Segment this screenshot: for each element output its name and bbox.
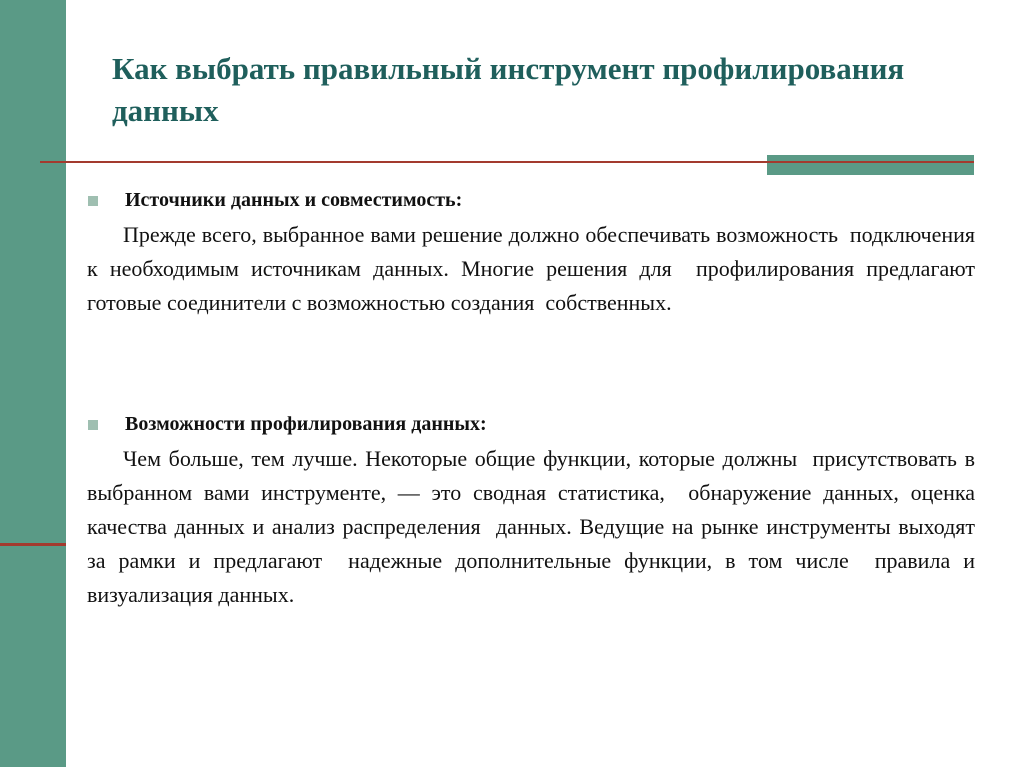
title-accent-box	[767, 155, 974, 175]
left-sidebar-decoration	[0, 0, 66, 767]
section-heading: Источники данных и совместимость:	[125, 189, 463, 211]
section-data-sources	[87, 186, 981, 320]
section-body-text: Чем больше, тем лучше. Некоторые общие функции, которые должны присутствовать в выбранном вами инструменте, — это сводная статистика, обнаружение данных, оценка качества данных и анализ распределения данных. Ведущие на рынке инструменты выходят за рамки и предлагают надежные дополнительные функции, в том числе правила и визуализация данных.	[87, 446, 981, 607]
slide-title: Как выбрать правильный инструмент профилирования данных	[112, 51, 905, 128]
title-accent-rule	[767, 161, 974, 163]
square-bullet-icon	[88, 420, 98, 430]
section-heading-row	[87, 410, 975, 438]
section-profiling-capabilities	[87, 410, 981, 612]
square-bullet-icon	[88, 196, 98, 206]
section-body-text: Прежде всего, выбранное вами решение должно обеспечивать возможность подключения к необходимым источникам данных. Многие решения для профилирования предлагают готовые соединители с возможностью создания собственных.	[87, 222, 981, 315]
section-heading-row	[87, 186, 975, 214]
sidebar-accent-line	[0, 543, 66, 546]
section-heading: Возможности профилирования данных:	[125, 413, 487, 435]
